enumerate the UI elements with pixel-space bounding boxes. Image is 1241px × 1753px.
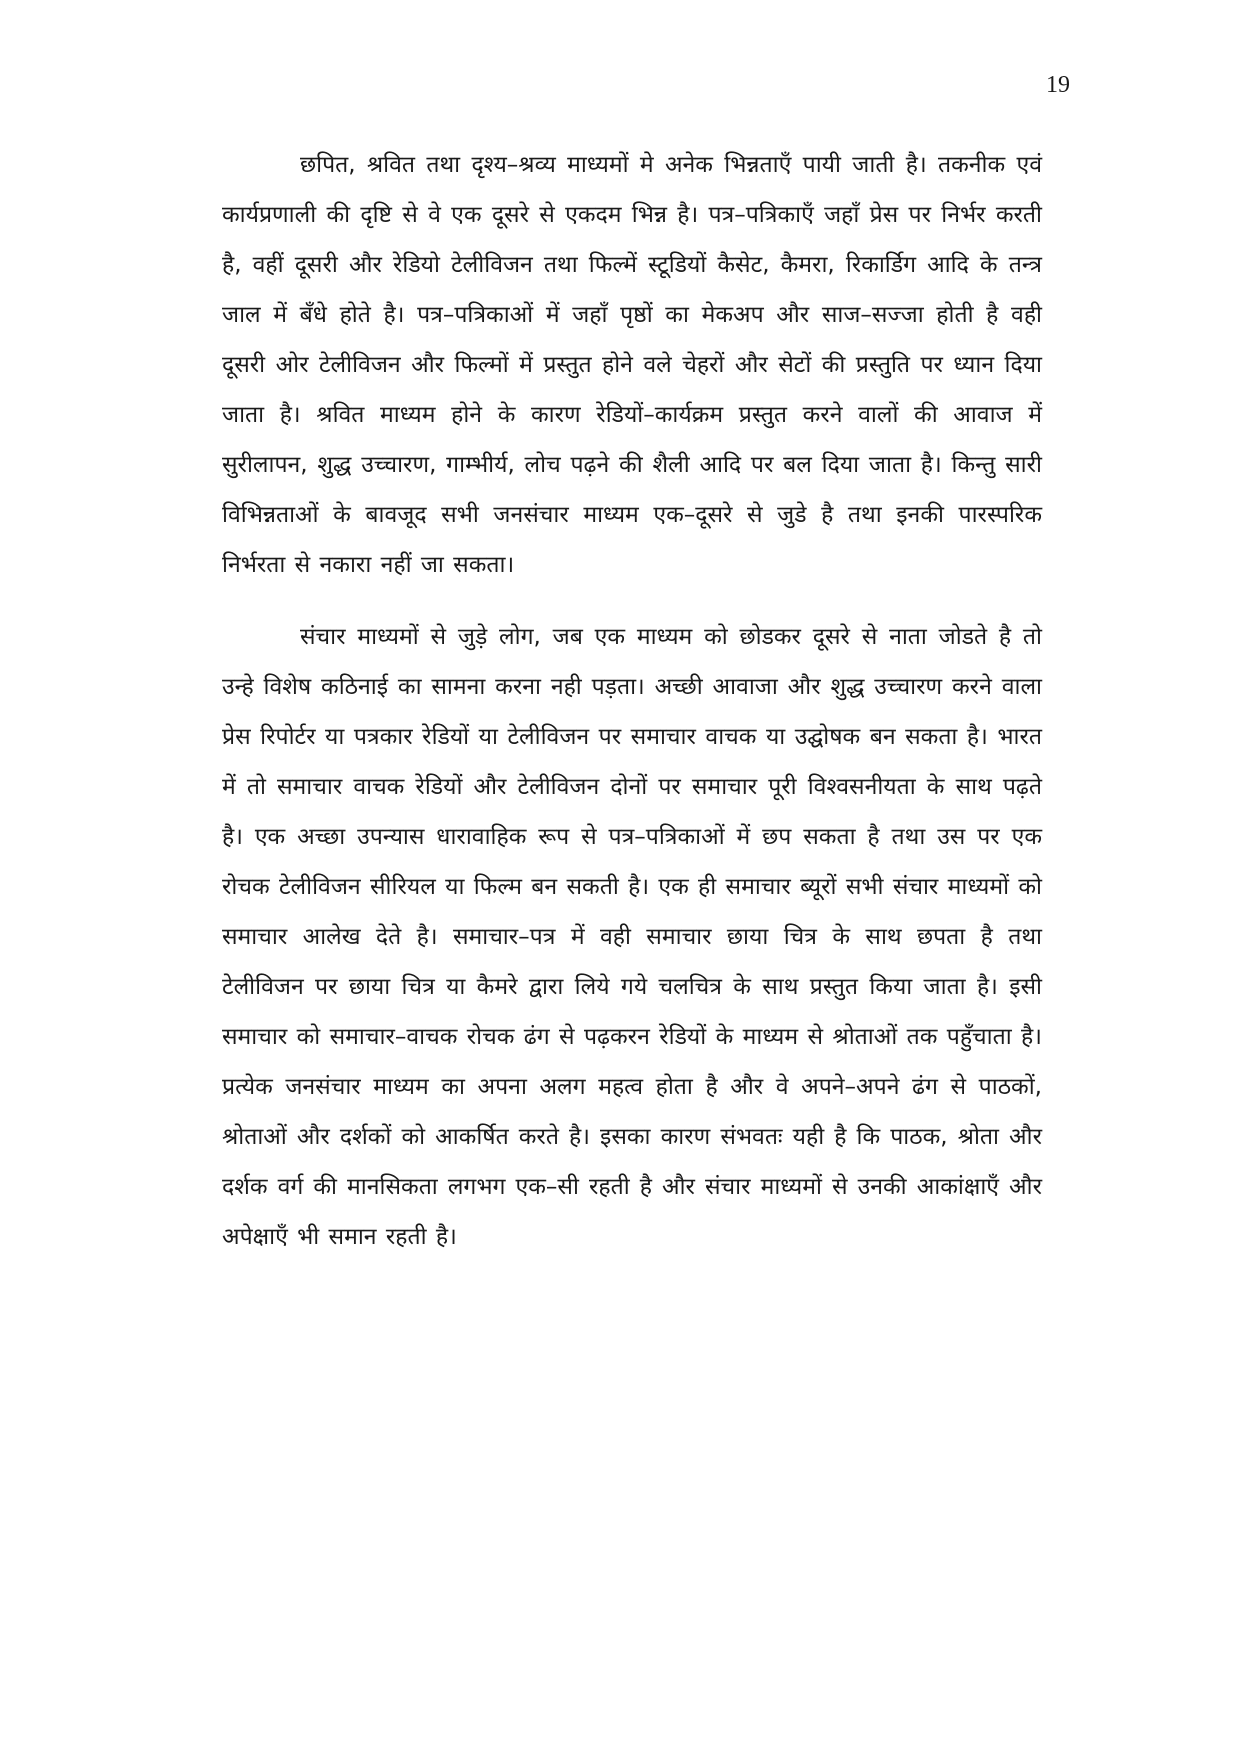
paragraph-media-differences: छपित, श्रवित तथा दृश्य–श्रव्य माध्यमों मे अनेक भिन्नताएँ पायी जाती है। तकनीक एवं कार्यप्रणाली की दृष्टि से वे एक दूसरे से एकदम भिन्न है। पत्र–पत्रिकाएँ जहाँ प्रेस पर निर्भर करती है, वहीं दूसरी और रेडियो टेलीविजन तथा फिल्में स्टूडियों कैसेट, कैमरा, रिकार्डिग आदि के तन्त्र जाल में बँधे होते है। पत्र–पत्रिकाओं में जहाँ पृष्ठों का मेकअप और साज–सज्जा होती है वही दूसरी ओर टेलीविजन और फिल्मों में प्रस्तुत होने वले चेहरों और सेटों की प्रस्तुति पर ध्यान दिया जाता है। श्रवित माध्यम होने के कारण रेडियों–कार्यक्रम प्रस्तुत करने वालों की आवाज में सुरीलापन, शुद्ध उच्चारण, गाम्भीर्य, लोच पढ़ने की शैली आदि पर बल दिया जाता है। किन्तु सारी विभिन्नताओं के बावजूद सभी जनसंचार माध्यम एक–दूसरे से जुडे है तथा इनकी पारस्परिक निर्भरता से नकारा नहीं जा सकता। bbox=[222, 152, 1042, 578]
paragraph-media-interdependence: संचार माध्यमों से जुड़े लोग, जब एक माध्यम को छोडकर दूसरे से नाता जोडते है तो उन्हे विशेष कठिनाई का सामना करना नही पड़ता। अच्छी आवाजा और शुद्ध उच्चारण करने वाला प्रेस रिपोर्टर या पत्रकार रेडियों या टेलीविजन पर समाचार वाचक या उद्घोषक बन सकता है। भारत में तो समाचार वाचक रेडियों और टेलीविजन दोनों पर समाचार पूरी विश्वसनीयता के साथ पढ़ते है। एक अच्छा उपन्यास धारावाहिक रूप से पत्र–पत्रिकाओं में छप सकता है तथा उस पर एक रोचक टेलीविजन सीरियल या फिल्म बन सकती है। एक ही समाचार ब्यूरों सभी संचार माध्यमों को समाचार आलेख देते है। समाचार–पत्र में वही समाचार छाया चित्र के साथ छपता है तथा टेलीविजन पर छाया चित्र या कैमरे द्वारा लिये गये चलचित्र के साथ प्रस्तुत किया जाता है। इसी समाचार को समाचार–वाचक रोचक ढंग से पढ़करन रेडियों के माध्यम से श्रोताओं तक पहुँचाता है। प्रत्येक जनसंचार माध्यम का अपना अलग महत्व होता है और वे अपने–अपने ढंग से पाठकों, श्रोताओं और दर्शकों को आकर्षित करते है। इसका कारण संभवतः यही है कि पाठक, श्रोता और दर्शक वर्ग की मानसिकता लगभग एक–सी रहती है और संचार माध्यमों से उनकी आकांक्षाएँ और अपेक्षाएँ भी समान रहती है। bbox=[222, 624, 1042, 1250]
body-text bbox=[222, 140, 1042, 1262]
page-number: 19 bbox=[1046, 72, 1070, 98]
